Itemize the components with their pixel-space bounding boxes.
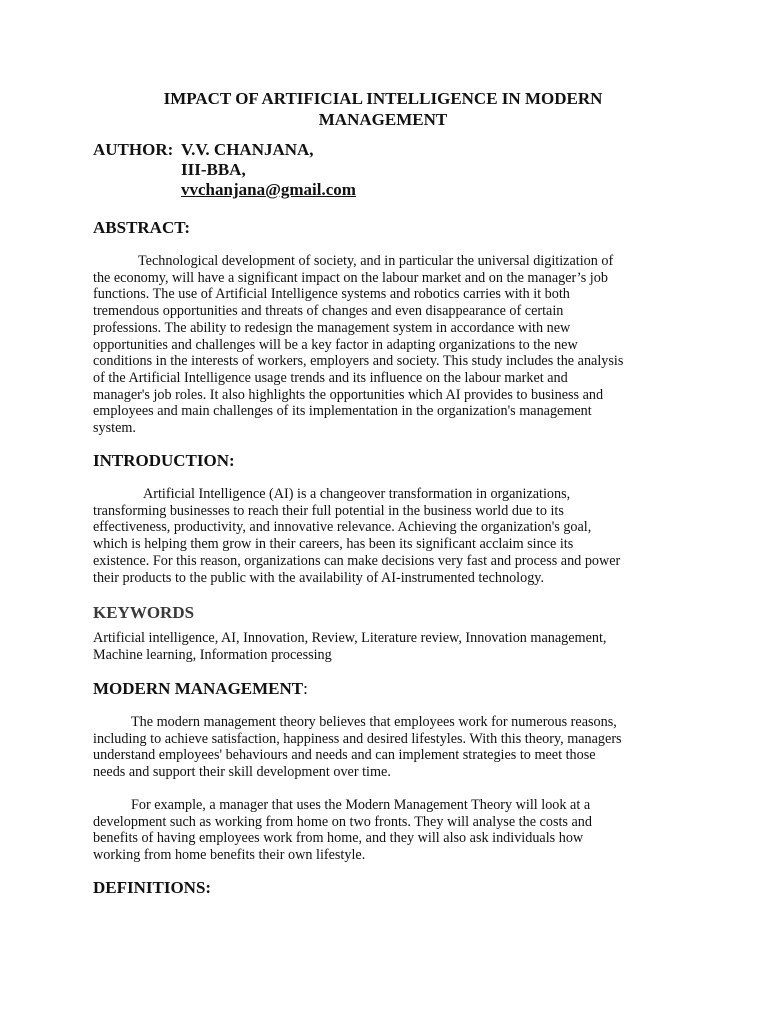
modern-management-line: For example, a manager that uses the Modern Management Theory will look at a	[131, 797, 591, 813]
abstract-line: the economy, will have a significant impact on the labour market and on the manager’s job	[93, 269, 608, 286]
modern-management-line: working from home benefits their own lifestyle.	[93, 847, 366, 864]
abstract-line: conditions in the interests of workers, employers and society. This study includes the analysis	[93, 353, 624, 370]
abstract-line: of the Artificial Intelligence usage trends and its influence on the labour market and	[93, 369, 568, 386]
abstract-line: functions. The use of Artificial Intelligence systems and robotics carries with it both	[93, 286, 570, 303]
definitions-heading: DEFINITIONS:	[93, 878, 212, 897]
author-name: V.V. CHANJANA,	[181, 140, 314, 159]
abstract-line: Technological development of society, and in particular the universal digitization of	[138, 253, 614, 269]
modern-management-line: The modern management theory believes that employees work for numerous reasons,	[131, 714, 617, 730]
title-line-1: IMPACT OF ARTIFICIAL INTELLIGENCE IN MODERN	[163, 89, 603, 108]
introduction-paragraph	[93, 486, 675, 586]
introduction-line: transforming businesses to reach their full potential in the business world due to its	[93, 502, 564, 519]
title-line-2: MANAGEMENT	[318, 110, 448, 129]
modern-management-line: understand employees' behaviours and needs and can implement strategies to meet those	[93, 747, 596, 764]
modern-management-line: development such as working from home on two fronts. They will analyse the costs and	[93, 813, 592, 830]
modern-management-heading	[93, 679, 308, 699]
author-block	[93, 140, 356, 200]
abstract-heading: ABSTRACT:	[93, 218, 190, 237]
abstract-paragraph	[93, 253, 675, 437]
modern-management-paragraph-2	[93, 797, 675, 864]
modern-management-heading-text: MODERN MANAGEMENT	[93, 679, 304, 698]
abstract-line: employees and main challenges of its implementation in the organization's management	[93, 403, 592, 420]
modern-management-line: including to achieve satisfaction, happiness and desired lifestyles. With this theory, managers	[93, 730, 622, 747]
keywords-paragraph	[93, 630, 675, 663]
introduction-line: which is helping them grow in their careers, has been its significant acclaim since its	[93, 536, 574, 553]
keywords-line: Machine learning, Information processing	[93, 646, 332, 663]
modern-management-heading-colon: :	[303, 679, 308, 698]
modern-management-line: needs and support their skill development over time.	[93, 764, 391, 781]
abstract-line: system.	[93, 420, 136, 437]
introduction-heading: INTRODUCTION:	[93, 451, 235, 470]
abstract-line: opportunities and challenges will be a key factor in adapting organizations to the new	[93, 336, 578, 353]
keywords-line: Artificial intelligence, AI, Innovation, Review, Literature review, Innovation management,	[93, 630, 607, 646]
paper-title	[93, 88, 673, 130]
modern-management-paragraph-1	[93, 714, 675, 781]
introduction-line: their products to the public with the availability of AI-instrumented technology.	[93, 569, 545, 586]
abstract-line: professions. The ability to redesign the management system in accordance with new	[93, 319, 571, 336]
introduction-line: Artificial Intelligence (AI) is a changeover transformation in organizations,	[143, 486, 571, 502]
author-course: III-BBA,	[181, 160, 246, 179]
introduction-line: effectiveness, productivity, and innovative relevance. Achieving the organization's goal,	[93, 519, 592, 536]
keywords-heading: KEYWORDS	[93, 603, 195, 622]
abstract-line: manager's job roles. It also highlights the opportunities which AI provides to business and	[93, 386, 604, 403]
modern-management-line: benefits of having employees work from home, and they will also ask individuals how	[93, 830, 584, 847]
abstract-line: tremendous opportunities and threats of changes and even disappearance of certain	[93, 303, 564, 320]
introduction-line: existence. For this reason, organizations can make decisions very fast and process and power	[93, 552, 621, 569]
author-email-link[interactable]: vvchanjana@gmail.com	[181, 180, 356, 199]
author-label: AUTHOR:	[93, 140, 174, 159]
